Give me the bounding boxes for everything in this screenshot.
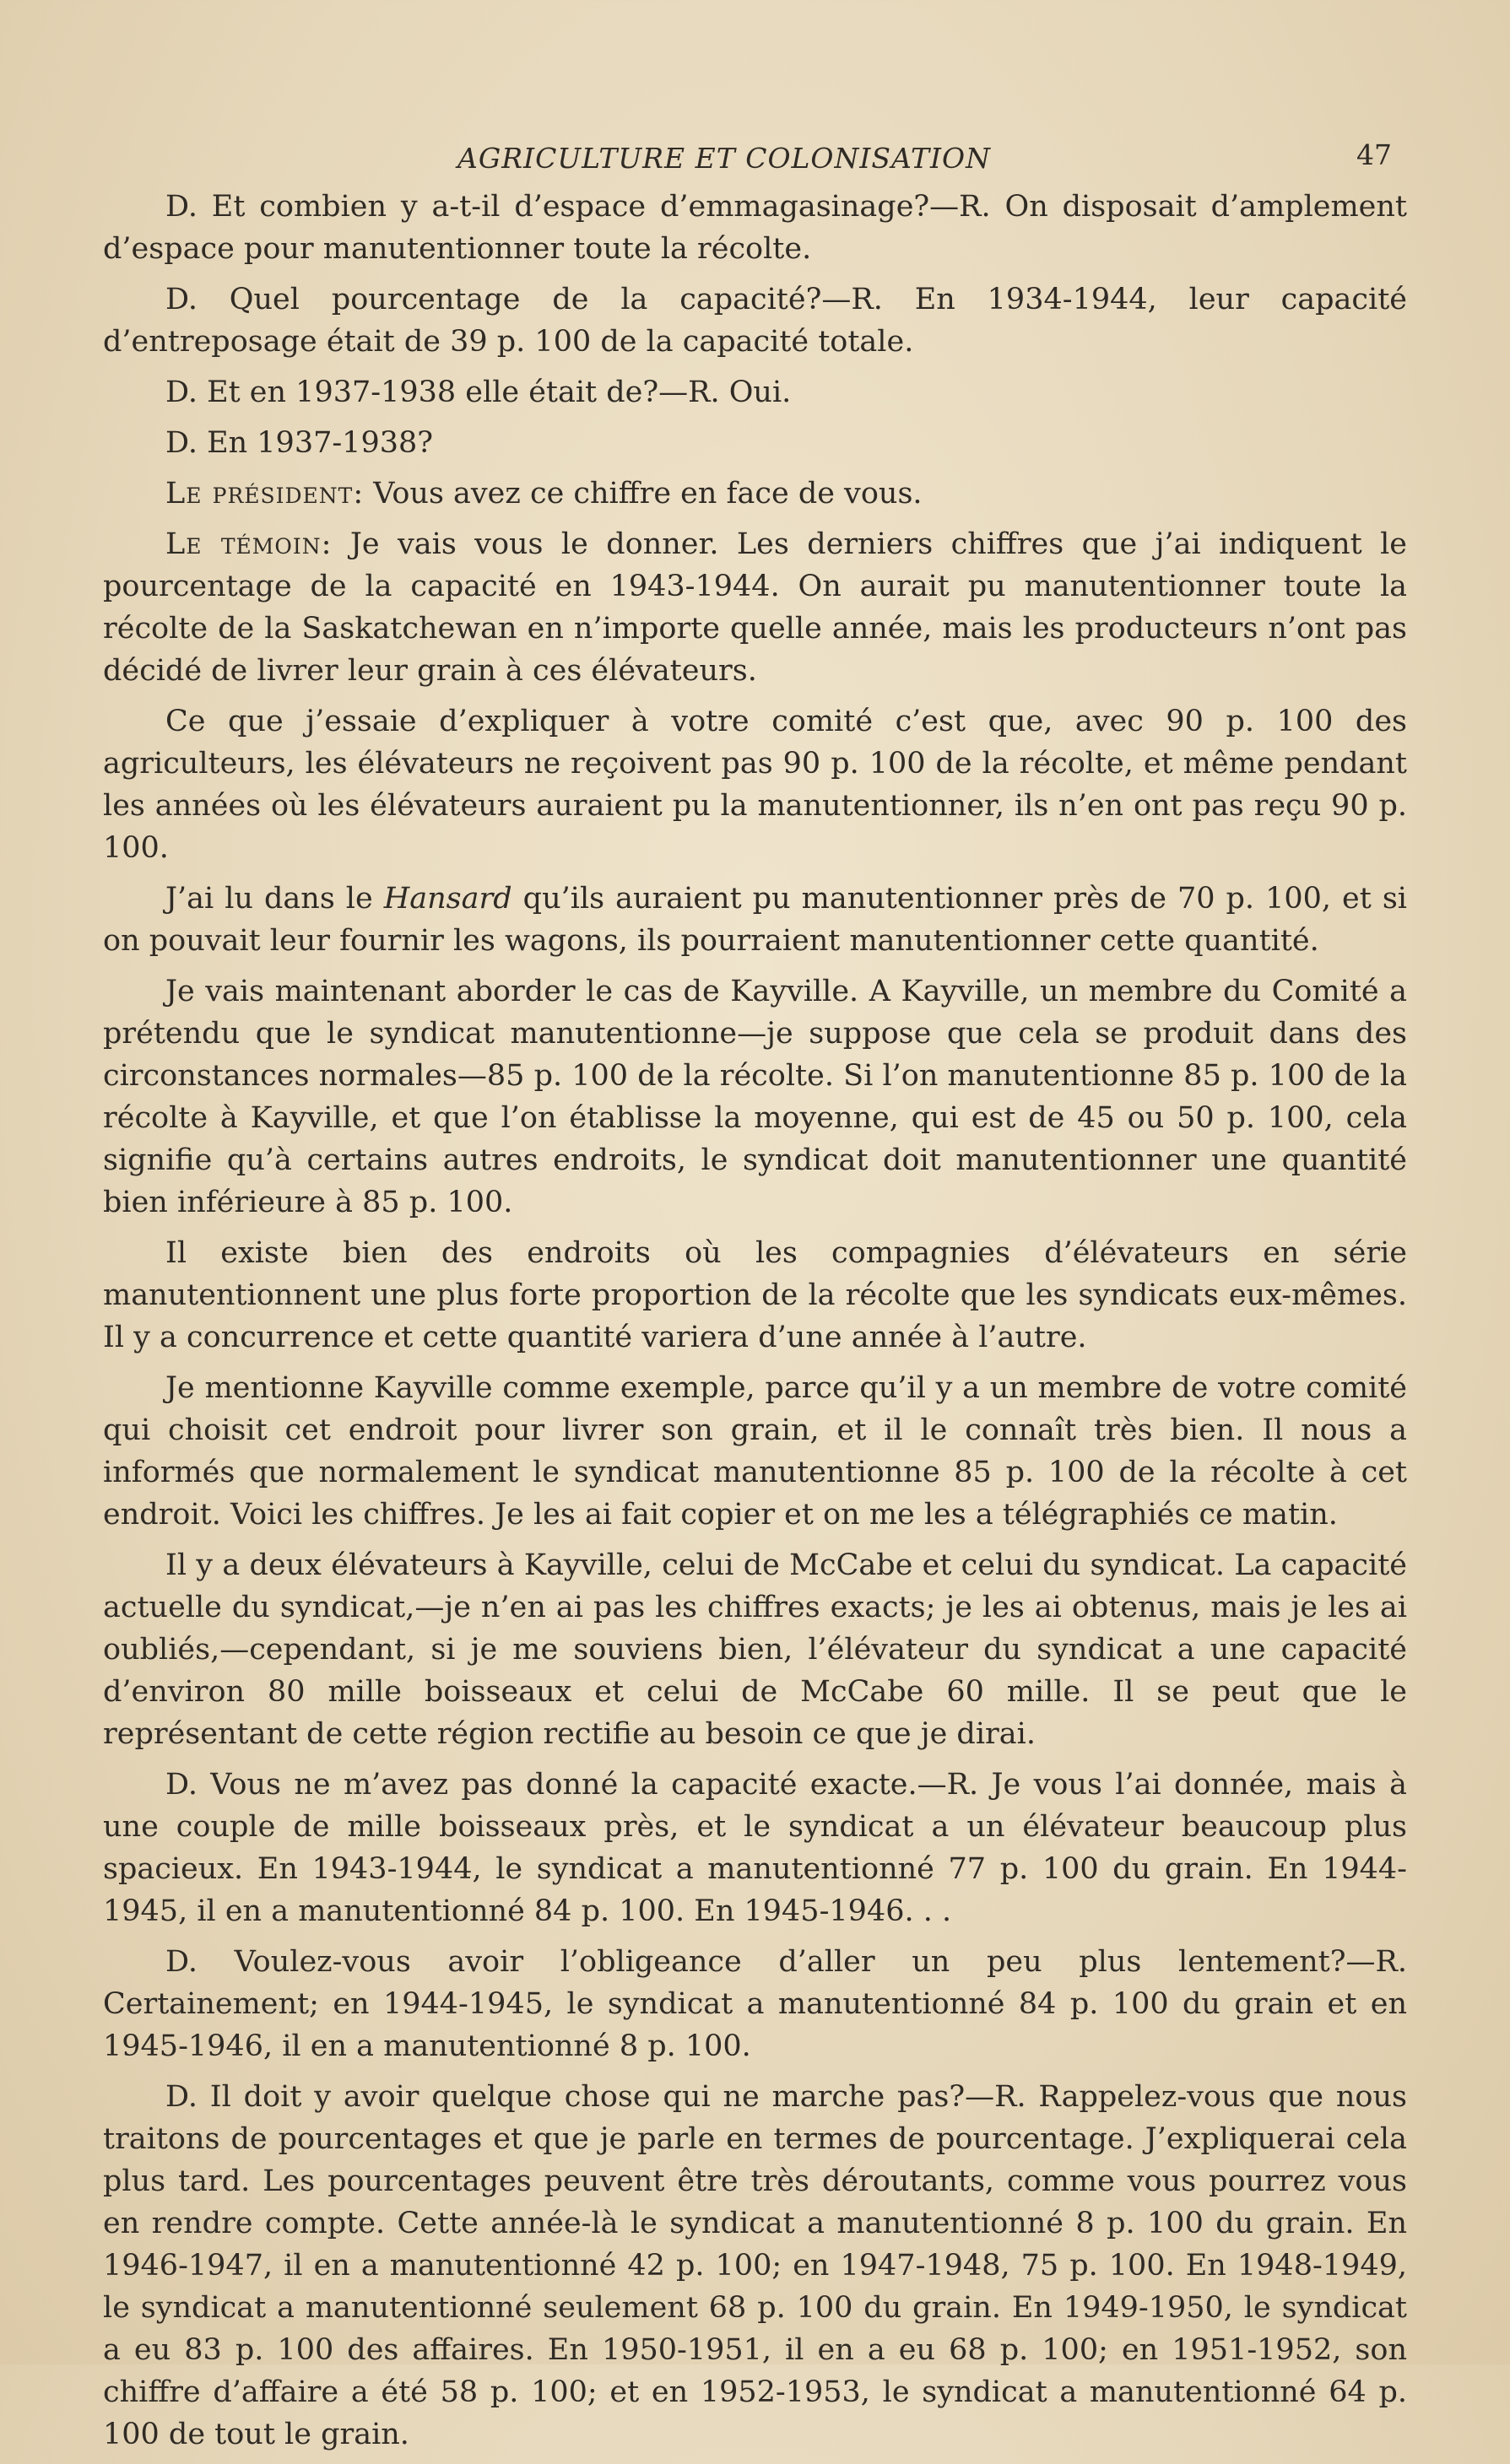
paragraph: D. Voulez-vous avoir l’obligeance d’aller un peu plus lentement?—R. Certainement; en 1944-1945, le syndicat a manutentionné 84 p. 100 du grain et en 1945-1946, il en a manutentionné 8 p. 100. xyxy=(103,1945,1407,2063)
paragraph: D. Il doit y avoir quelque chose qui ne marche pas?—R. Rappelez-vous que nous traitons de pourcentages et que je parle en termes de pourcentage. J’expliquerai cela plus tard. Les pourcentages peuvent être très déroutants, comme vous pourrez vous en rendre compte. Cette année-là le syndicat a manutentionné 8 p. 100 du grain. En 1946-1947, il en a manutentionné 42 p. 100; en 1947-1948, 75 p. 100. En 1948-1949, le syndicat a manutentionné seulement 68 p. 100 du grain. En 1949-1950, le syndicat a eu 83 p. 100 des affaires. En 1950-1951, il en a eu 68 p. 100; en 1951-1952, son chiffre d’affaire a été 58 p. 100; et en 1952-1953, le syndicat a manutentionné 64 p. 100 de tout le grain. xyxy=(103,2080,1407,2451)
paragraph xyxy=(103,473,1407,515)
paragraph: D. Quel pourcentage de la capacité?—R. En 1934-1944, leur capacité d’entreposage était de 39 p. 100 de la capacité totale. xyxy=(103,283,1407,359)
paragraph: D. Et en 1937-1938 elle était de?—R. Oui. xyxy=(165,376,792,409)
speaker-label: Le témoin: xyxy=(165,527,333,561)
paragraph: D. En 1937-1938? xyxy=(165,426,434,460)
speaker-label: Le président: xyxy=(165,477,365,511)
running-title: AGRICULTURE ET COLONISATION xyxy=(457,142,991,175)
page-number: 47 xyxy=(1356,138,1392,171)
paragraph: Il existe bien des endroits où les compagnies d’élévateurs en série manutentionnent une plus forte proportion de la récolte que les syndicats eux-mêmes. Il y a concurrence et cette quantité variera d’une année à l’autre. xyxy=(103,1236,1407,1354)
paragraph xyxy=(103,523,1407,692)
body-text xyxy=(103,186,1407,2456)
paragraph: Ce que j’essaie d’expliquer à votre comité c’est que, avec 90 p. 100 des agriculteurs, les élévateurs ne reçoivent pas 90 p. 100 de la récolte, et même pendant les années où les élévateurs auraient pu la manutentionner, ils n’en ont pas reçu 90 p. 100. xyxy=(103,705,1407,865)
text-span: qu’ils auraient pu manutentionner près de 70 p. 100, et si on pouvait leur fournir les wagons, ils pourraient manutentionner cette quantité. xyxy=(103,882,1407,958)
paragraph: Je mentionne Kayville comme exemple, parce qu’il y a un membre de votre comité qui choisit cet endroit pour livrer son grain, et il le connaît très bien. Il nous a informés que normalement le syndicat manutentionne 85 p. 100 de la récolte à cet endroit. Voici les chiffres. Je les ai fait copier et on me les a télégraphiés ce matin. xyxy=(103,1371,1407,1532)
speech-text: Vous avez ce chiffre en face de vous. xyxy=(364,477,923,511)
page-header xyxy=(103,127,1407,186)
document-page xyxy=(103,127,1407,2464)
hansard-reference: Hansard xyxy=(383,882,512,916)
text-span: J’ai lu dans le xyxy=(165,882,384,916)
paragraph: Il y a deux élévateurs à Kayville, celui de McCabe et celui du syndicat. La capacité actuelle du syndicat,—je n’en ai pas les chiffres exacts; je les ai obtenus, mais je les ai oubliés,—cependant, si je me souviens bien, l’élévateur du syndicat a une capacité d’environ 80 mille boisseaux et celui de McCabe 60 mille. Il se peut que le représentant de cette région rectifie au besoin ce que je dirai. xyxy=(103,1548,1407,1751)
paragraph: Je vais maintenant aborder le cas de Kayville. A Kayville, un membre du Comité a prétendu que le syndicat manutentionne—je suppose que cela se produit dans des circonstances normales—85 p. 100 de la récolte. Si l’on manutentionne 85 p. 100 de la récolte à Kayville, et que l’on établisse la moyenne, qui est de 45 ou 50 p. 100, cela signifie qu’à certains autres endroits, le syndicat doit manutentionner une quantité bien inférieure à 85 p. 100. xyxy=(103,975,1407,1219)
paragraph: D. Vous ne m’avez pas donné la capacité exacte.—R. Je vous l’ai donnée, mais à une couple de mille boisseaux près, et le syndicat a un élévateur beaucoup plus spacieux. En 1943-1944, le syndicat a manutentionné 77 p. 100 du grain. En 1944-1945, il en a manutentionné 84 p. 100. En 1945-1946. . . xyxy=(103,1768,1407,1928)
speech-text: Je vais vous le donner. Les derniers chiffres que j’ai indiquent le pourcentage de la capacité en 1943-1944. On aurait pu manutentionner toute la récolte de la Saskatchewan en n’importe quelle année, mais les producteurs n’ont pas décidé de livrer leur grain à ces élévateurs. xyxy=(103,527,1407,688)
paragraph: D. Et combien y a-t-il d’espace d’emmagasinage?—R. On disposait d’amplement d’espace pour manutentionner toute la récolte. xyxy=(103,190,1407,266)
paragraph xyxy=(103,878,1407,962)
